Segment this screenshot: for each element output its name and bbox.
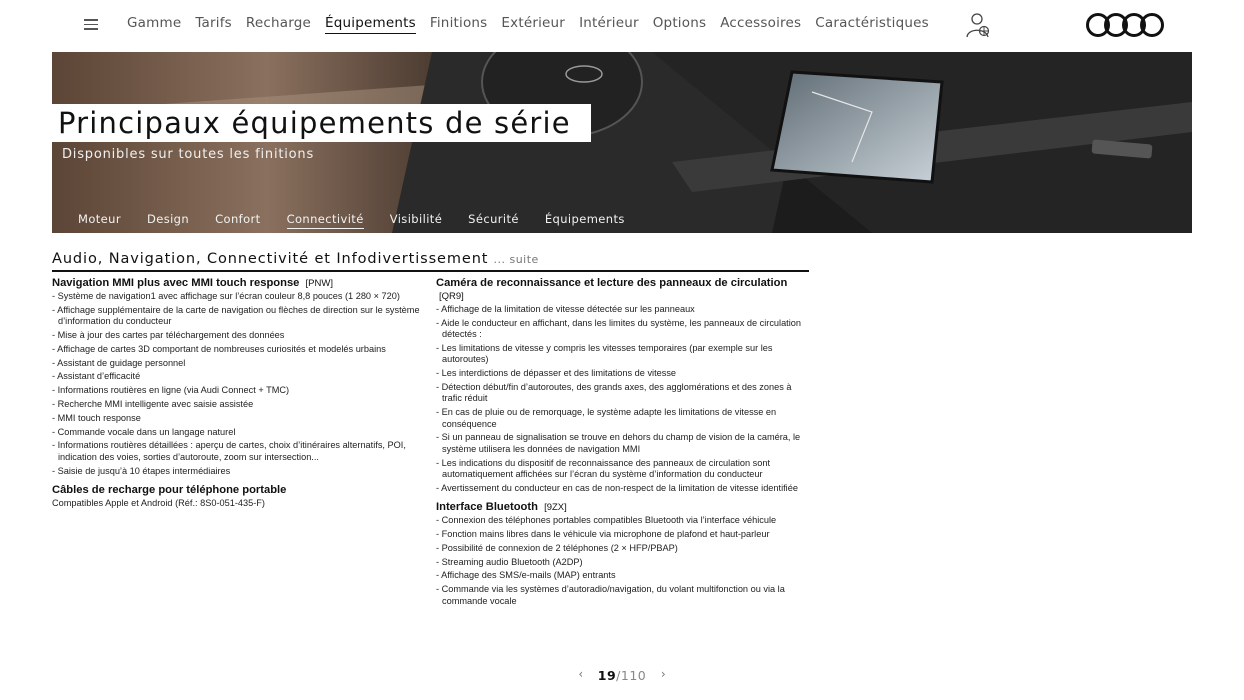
chevron-left-icon[interactable]: ‹ bbox=[578, 667, 584, 681]
list-item: - Affichage supplémentaire de la carte de navigation ou flèches de direction sur le système d’information du conducteur bbox=[52, 305, 427, 328]
list-item: - Commande vocale dans un langage naturel bbox=[52, 427, 427, 438]
list-item: - Détection début/fin d’autoroutes, des grands axes, des agglomérations et des zones à trafic réduit bbox=[436, 382, 808, 405]
tab-3[interactable]: Connectivité bbox=[287, 212, 364, 229]
option-code: [PNW] bbox=[305, 278, 333, 289]
tab-4[interactable]: Visibilité bbox=[389, 212, 443, 226]
top-navigation bbox=[0, 0, 1244, 50]
nav-links bbox=[127, 15, 943, 34]
list-item: - Si un panneau de signalisation se trouve en dehors du champ de vision de la caméra, le système utilisera les données de navigation MMI bbox=[436, 432, 808, 455]
tab-2[interactable]: Confort bbox=[215, 212, 261, 226]
list-item: - Aide le conducteur en affichant, dans les limites du système, les panneaux de circulation détectés : bbox=[436, 318, 808, 341]
feature-title bbox=[436, 277, 808, 303]
feature-title-text: Câbles de recharge pour téléphone portable bbox=[52, 483, 287, 496]
list-item: - Saisie de jusqu’à 10 étapes intermédiaires bbox=[52, 466, 427, 477]
list-item: - MMI touch response bbox=[52, 413, 427, 424]
nav-link-8[interactable]: Accessoires bbox=[720, 15, 802, 31]
option-code: [QR9] bbox=[439, 291, 464, 302]
list-item: - Affichage de la limitation de vitesse détectée sur les panneaux bbox=[436, 304, 808, 315]
section-suffix: ... suite bbox=[493, 253, 539, 266]
tab-6[interactable]: Équipements bbox=[544, 212, 625, 226]
list-item: - Système de navigation1 avec affichage sur l’écran couleur 8,8 pouces (1 280 × 720) bbox=[52, 291, 427, 302]
feature-title bbox=[436, 501, 808, 514]
hero-subtitle: Disponibles sur toutes les finitions bbox=[62, 147, 315, 162]
section-heading bbox=[52, 248, 809, 272]
feature-list bbox=[436, 304, 808, 494]
feature-title bbox=[52, 484, 427, 497]
category-tabs bbox=[78, 212, 651, 229]
tab-1[interactable]: Design bbox=[146, 212, 190, 226]
hero-title-box bbox=[52, 104, 591, 142]
list-item: - Les interdictions de dépasser et des limitations de vitesse bbox=[436, 368, 808, 379]
nav-link-3[interactable]: Équipements bbox=[325, 15, 416, 34]
list-item: - Informations routières en ligne (via Audi Connect + TMC) bbox=[52, 385, 427, 396]
feature-title bbox=[52, 277, 427, 290]
list-item: - Fonction mains libres dans le véhicule via microphone de plafond et haut-parleur bbox=[436, 529, 808, 540]
list-item: - Connexion des téléphones portables compatibles Bluetooth via l’interface véhicule bbox=[436, 515, 808, 526]
feature-title-text: Caméra de reconnaissance et lecture des panneaux de circulation bbox=[436, 277, 788, 289]
tab-5[interactable]: Sécurité bbox=[468, 212, 519, 226]
list-item: - Affichage de cartes 3D comportant de nombreuses curiosités et modelés urbains bbox=[52, 344, 427, 355]
nav-link-9[interactable]: Caractéristiques bbox=[815, 15, 929, 31]
chevron-right-icon[interactable]: › bbox=[660, 667, 666, 681]
list-item: - Mise à jour des cartes par téléchargement des données bbox=[52, 330, 427, 341]
list-item: - En cas de pluie ou de remorquage, le système adapte les limitations de vitesse en conséquence bbox=[436, 407, 808, 430]
nav-link-0[interactable]: Gamme bbox=[127, 15, 182, 31]
current-page: 19 bbox=[597, 667, 617, 683]
nav-link-6[interactable]: Intérieur bbox=[579, 15, 639, 31]
nav-link-4[interactable]: Finitions bbox=[429, 15, 488, 31]
list-item: - Informations routières détaillées : aperçu de cartes, choix d’itinéraires alternatifs, POI, indication des voies, sorties d’autoroute, zoom sur intersection... bbox=[52, 440, 427, 463]
list-item: - Affichage des SMS/e-mails (MAP) entrants bbox=[436, 570, 808, 581]
hamburger-icon[interactable] bbox=[84, 19, 98, 31]
feature-list bbox=[436, 515, 808, 607]
feature-title-text: Navigation MMI plus avec MMI touch response bbox=[52, 277, 300, 289]
nav-link-5[interactable]: Extérieur bbox=[501, 15, 566, 31]
total-pages: /110 bbox=[616, 667, 647, 683]
list-item: - Streaming audio Bluetooth (A2DP) bbox=[436, 557, 808, 568]
feature-text: Compatibles Apple et Android (Réf.: 8S0-051-435-F) bbox=[52, 497, 265, 508]
nav-link-2[interactable]: Recharge bbox=[245, 15, 312, 31]
test-drive-icon[interactable] bbox=[962, 11, 994, 39]
nav-link-7[interactable]: Options bbox=[652, 15, 707, 31]
list-item: - Les limitations de vitesse y compris les vitesses temporaires (par exemple sur les autoroutes) bbox=[436, 343, 808, 366]
hero-banner bbox=[52, 52, 1192, 233]
list-item: - Les indications du dispositif de reconnaissance des panneaux de circulation sont automatiquement affichées sur l’écran du système d’information du conducteur bbox=[436, 458, 808, 481]
right-column bbox=[436, 277, 808, 614]
list-item: - Assistant de guidage personnel bbox=[52, 358, 427, 369]
interior-dashboard-image bbox=[52, 52, 1192, 233]
left-column bbox=[52, 277, 427, 509]
audi-rings-logo[interactable] bbox=[1086, 11, 1164, 39]
feature-list bbox=[52, 291, 427, 477]
pagination bbox=[560, 663, 684, 685]
option-code: [9ZX] bbox=[544, 502, 567, 514]
list-item: - Commande via les systèmes d’autoradio/navigation, du volant multifonction ou via la commande vocale bbox=[436, 584, 808, 607]
page-title: Principaux équipements de série bbox=[58, 106, 571, 140]
list-item: - Assistant d’efficacité bbox=[52, 371, 427, 382]
tab-0[interactable]: Moteur bbox=[78, 212, 121, 226]
section-title: Audio, Navigation, Connectivité et Infodivertissement bbox=[52, 251, 489, 267]
list-item: - Recherche MMI intelligente avec saisie assistée bbox=[52, 399, 427, 410]
nav-link-1[interactable]: Tarifs bbox=[195, 15, 232, 31]
list-item: - Avertissement du conducteur en cas de non-respect de la limitation de vitesse identifiée bbox=[436, 483, 808, 494]
list-item: - Possibilité de connexion de 2 téléphones (2 × HFP/PBAP) bbox=[436, 543, 808, 554]
feature-title-text: Interface Bluetooth bbox=[436, 501, 538, 514]
